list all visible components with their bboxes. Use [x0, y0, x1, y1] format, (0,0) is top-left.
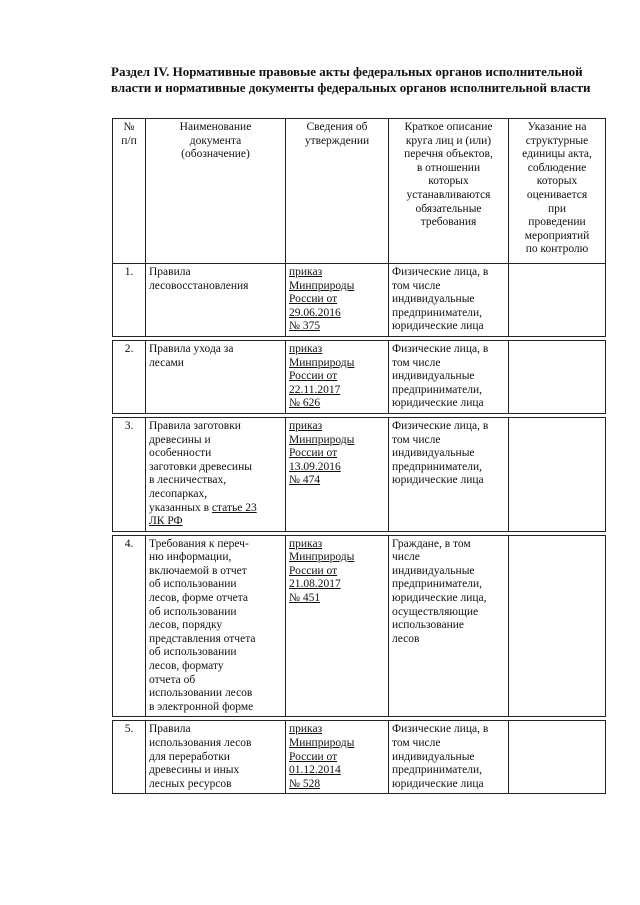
approval-info	[286, 721, 389, 794]
document-name	[146, 417, 286, 531]
table-body	[113, 264, 606, 794]
document-name	[146, 721, 286, 794]
structural-units	[509, 417, 606, 531]
approval-order-link[interactable]: приказ Минприроды России от 21.08.2017 № 451	[289, 537, 355, 605]
persons-description: Граждане, в том числе индивидуальные предприниматели, юридические лица, осуществляющие использование лесов	[389, 535, 509, 717]
header-approval: Сведения об утверждении	[286, 119, 389, 264]
approval-info	[286, 264, 389, 337]
row-number: 5.	[113, 721, 146, 794]
table-header-row	[113, 119, 606, 264]
approval-order-link[interactable]: приказ Минприроды России от 01.12.2014 № 528	[289, 723, 355, 790]
structural-units	[509, 721, 606, 794]
persons-description: Физические лица, в том числе индивидуальные предприниматели, юридические лица	[389, 340, 509, 413]
structural-units	[509, 264, 606, 337]
row-number: 4.	[113, 535, 146, 717]
header-structural-units: Указание на структурные единицы акта, соблюдение которых оценивается при проведении мероприятий по контролю	[509, 119, 606, 264]
row-number: 2.	[113, 340, 146, 413]
document-name-text: Правила использования лесов для переработки древесины и иных лесных ресурсов	[149, 723, 252, 790]
approval-order-link[interactable]: приказ Минприроды России от 13.09.2016 № 474	[289, 419, 355, 487]
persons-description: Физические лица, в том числе индивидуальные предприниматели, юридические лица	[389, 417, 509, 531]
table-row	[113, 264, 606, 337]
acts-table	[112, 118, 606, 794]
document-name	[146, 340, 286, 413]
header-description: Краткое описание круга лиц и (или) перечня объектов, в отношении которых устанавливаются обязательные требования	[389, 119, 509, 264]
row-number: 3.	[113, 417, 146, 531]
document-name	[146, 264, 286, 337]
approval-order-link[interactable]: приказ Минприроды России от 29.06.2016 № 375	[289, 266, 355, 333]
approval-order-link[interactable]: приказ Минприроды России от 22.11.2017 № 626	[289, 342, 355, 410]
row-number: 1.	[113, 264, 146, 337]
table-row	[113, 721, 606, 794]
persons-description: Физические лица, в том числе индивидуальные предприниматели, юридические лица	[389, 264, 509, 337]
approval-info	[286, 340, 389, 413]
section-heading: Раздел IV. Нормативные правовые акты федеральных органов исполнительной власти и нормативные документы федеральных органов исполнительной власти	[111, 64, 591, 95]
persons-description: Физические лица, в том числе индивидуальные предприниматели, юридические лица	[389, 721, 509, 794]
document-name-text: Правила лесовосстановления	[149, 266, 249, 292]
table-row	[113, 417, 606, 531]
header-document-name: Наименование документа (обозначение)	[146, 119, 286, 264]
approval-info	[286, 417, 389, 531]
table-row	[113, 535, 606, 717]
table-row	[113, 340, 606, 413]
document-name-text: Правила заготовки древесины и особенности заготовки древесины в лесничествах, лесопарках, указанных в	[149, 419, 252, 514]
structural-units	[509, 535, 606, 717]
document-name-text: Требования к переч- ню информации, включаемой в отчет об использовании лесов, форме отчета об использовании лесов, порядку представления отчета об использовании лесов, формату отчета об использовании лесов в электронной форме	[149, 537, 256, 713]
structural-units	[509, 340, 606, 413]
article-link[interactable]: статье 23 ЛК РФ	[149, 501, 257, 528]
document-name-text: Правила ухода за лесами	[149, 342, 234, 369]
header-num: № п/п	[113, 119, 146, 264]
approval-info	[286, 535, 389, 717]
document-name	[146, 535, 286, 717]
